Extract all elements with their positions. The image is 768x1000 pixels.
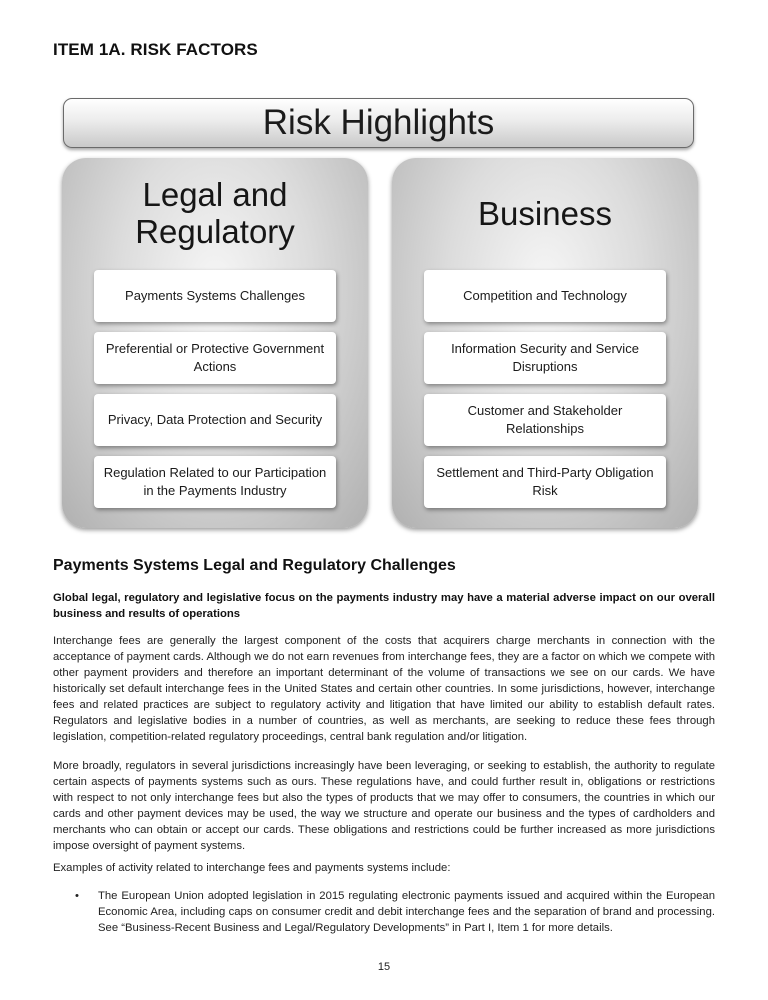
page-number: 15 — [377, 961, 391, 973]
section-heading: Payments Systems Legal and Regulatory Challenges — [53, 557, 456, 574]
paragraph-examples-intro: Examples of activity related to interchange fees and payments systems include: — [53, 862, 451, 874]
risk-card-regulation-participation: Regulation Related to our Participation in the Payments Industry — [94, 456, 336, 508]
business-title: Business — [478, 195, 612, 232]
risk-highlights-banner — [63, 98, 694, 148]
risk-card-government-actions: Preferential or Protective Government Actions — [94, 332, 336, 384]
list-item — [53, 888, 715, 936]
risk-card-settlement-obligation: Settlement and Third-Party Obligation Risk — [424, 456, 666, 508]
paragraph-interchange-fees: Interchange fees are generally the largest component of the costs that acquirers charge merchants in connection with the acceptance of payment cards. Although we do not earn revenues from interchange fees, they are a factor on which we compete with other payment providers and therefore an important determinant of the volume of transactions we see on our cards. We have historically set default interchange fees in the United States and certain other countries. In some jurisdictions, however, interchange fees and related practices are subject to regulatory activity and litigation that have limited our ability to establish default rates. Regulators and legislative bodies in a number of countries, as well as merchants, are seeking to reduce these fees through legislation, competition-related regulatory proceedings, central bank regulation and/or litigation. — [53, 635, 715, 743]
list-item-text: The European Union adopted legislation in 2015 regulating electronic payments issued and acquired within the European Economic Area, including caps on consumer credit and debit interchange fees and the separation of brand and processing. See “Business-Recent Business and Legal/Regulatory Developments” in Part I, Item 1 for more details. — [98, 890, 715, 934]
paragraph-regulators: More broadly, regulators in several jurisdictions increasingly have been leveraging, or seeking to establish, the authority to regulate certain aspects of payments systems such as ours. These regulations have, and could further result in, obligations or restrictions with respect to not only interchange fees but also the types of products that we may offer to consumers, the countries in which our cards and other payment devices may be used, the way we structure and operate our business and the types of cardholders and merchants who can obtain or accept our cards. These obligations and restrictions could be further increased as more jurisdictions impose oversight of payment systems. — [53, 760, 715, 852]
legal-regulatory-title-line1: Legal and — [142, 176, 288, 213]
risk-card-payments-systems: Payments Systems Challenges — [94, 270, 336, 322]
bullet-icon: • — [75, 890, 79, 902]
risk-card-information-security: Information Security and Service Disruptions — [424, 332, 666, 384]
banner-title: Risk Highlights — [262, 103, 495, 142]
section-subheading: Global legal, regulatory and legislative focus on the payments industry may have a material adverse impact on our overall business and results of operations — [53, 592, 715, 620]
risk-card-competition-technology: Competition and Technology — [424, 270, 666, 322]
legal-regulatory-title-line2: Regulatory — [135, 213, 295, 250]
business-panel — [392, 158, 698, 528]
risk-card-customer-relationships: Customer and Stakeholder Relationships — [424, 394, 666, 446]
legal-regulatory-panel — [62, 158, 368, 528]
legal-regulatory-title — [62, 176, 368, 250]
item-heading: ITEM 1A. RISK FACTORS — [53, 40, 258, 59]
examples-list — [53, 888, 715, 936]
risk-card-privacy-security: Privacy, Data Protection and Security — [94, 394, 336, 446]
